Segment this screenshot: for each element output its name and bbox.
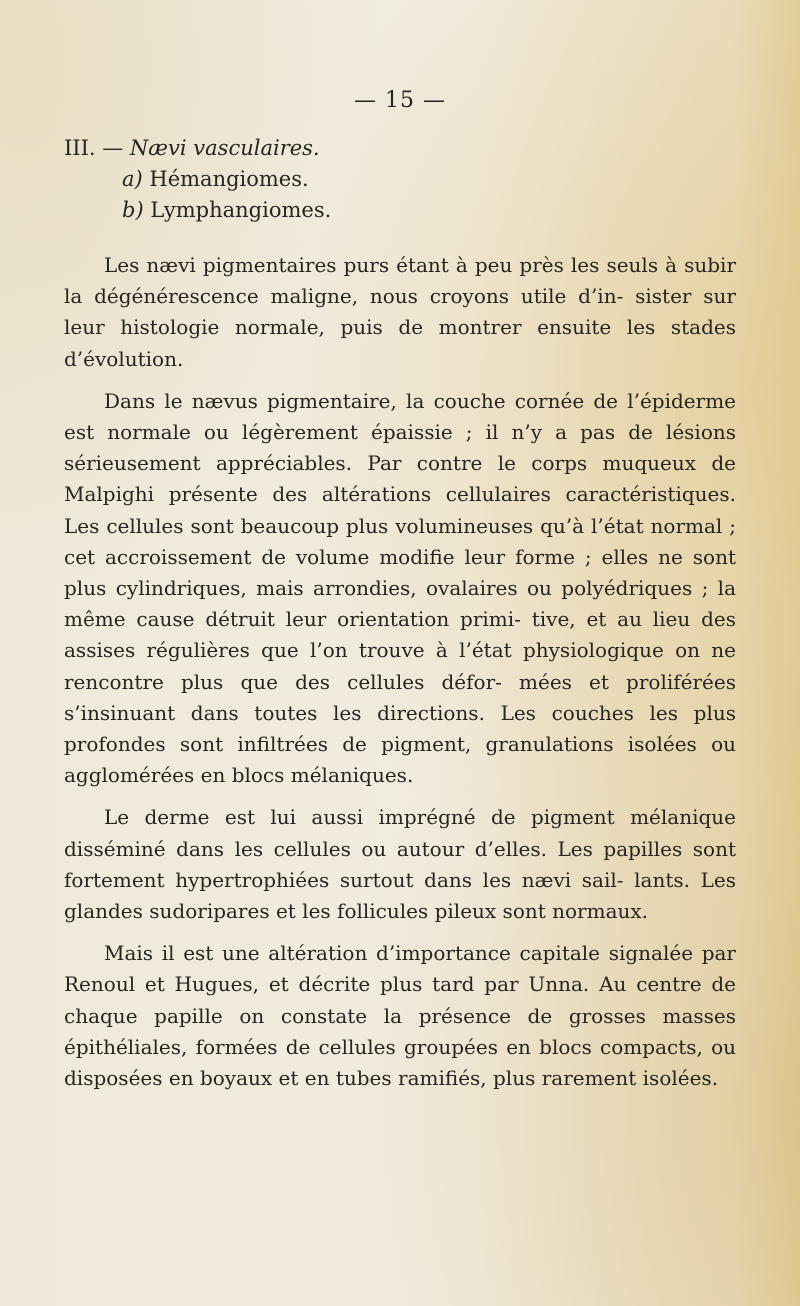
paragraph: Les nævi pigmentaires purs étant à peu près les seuls à subir la dégénérescence maligne, nous croyons utile d’in- sister sur leur histologie normale, puis de montrer ensuite les stades d’évolution. — [64, 253, 736, 371]
sub-item-a — [122, 167, 309, 191]
sub-item-text: Hémangiomes. — [142, 167, 309, 191]
sub-item-text: Lymphangiomes. — [143, 198, 332, 222]
body-text — [64, 250, 736, 1105]
sub-item-b — [122, 198, 331, 222]
page-number: — 15 — — [354, 88, 446, 113]
paragraph: Le derme est lui aussi imprégné de pigment mélanique disséminé dans les cellules ou autour d’elles. Les papilles sont fortement hypertrophiées surtout dans les nævi sail- lants. Les glandes sudoripares et les follicules pileux sont normaux. — [64, 805, 736, 924]
paragraph: Dans le nævus pigmentaire, la couche cornée de l’épiderme est normale ou légèrement épaissie ; il n’y a pas de lésions sérieusement appréciables. Par contre le corps muqueux de Malpighi présente des altérations cellulaires caractéristiques. Les cellules sont beaucoup plus volumineuses qu’à l’état normal ; cet accroissement de volume modifie leur forme ; elles ne sont plus cylindriques, mais arrondies, ovalaires ou polyédriques ; la même cause détruit leur orientation primi- tive, et au lieu des assises régulières que l’on trouve à l’état physiologique on ne rencontre plus que des cellules défor- mées et proliférées s’insinuant dans toutes les directions. Les couches les plus profondes sont infiltrées de pigment, granulations isolées ou agglomérées en blocs mélaniques. — [64, 388, 736, 788]
section-number: III. — — [64, 136, 130, 160]
section-title: Nævi vasculaires. — [129, 136, 320, 160]
paragraph: Mais il est une altération d’importance capitale signalée par Renoul et Hugues, et décrite plus tard par Unna. Au centre de chaque papille on constate la présence de grosses masses épithéliales, formées de cellules groupées en blocs compacts, ou disposées en boyaux et en tubes ramifiés, plus rarement isolées. — [64, 941, 736, 1091]
sub-item-letter: b) — [122, 198, 144, 222]
sub-item-letter: a) — [122, 167, 143, 191]
section-heading — [64, 136, 320, 160]
